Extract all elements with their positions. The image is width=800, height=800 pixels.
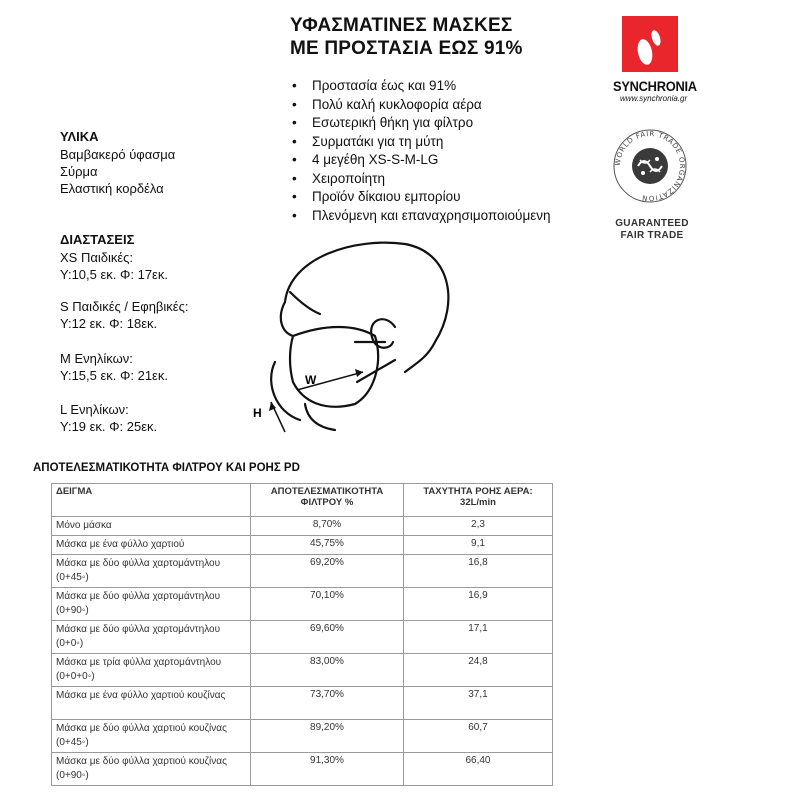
cell-efficiency: 69,60% (251, 621, 404, 654)
title-line-2: ΜΕ ΠΡΟΣΤΑΣΙΑ ΕΩΣ 91% (290, 38, 523, 59)
svg-text:W: W (305, 373, 317, 387)
cell-efficiency: 69,20% (251, 555, 404, 588)
filter-efficiency-table (51, 483, 553, 786)
size-label: XS Παιδικές: (60, 250, 134, 265)
cell-flow: 16,9 (403, 588, 552, 621)
brand-name: SYNCHRONIA (613, 78, 697, 94)
cell-efficiency: 45,75% (251, 536, 404, 555)
size-label: S Παιδικές / Εφηβικές: (60, 299, 189, 314)
material-item: Ελαστική κορδέλα (60, 181, 164, 196)
cell-flow: 24,8 (403, 654, 552, 687)
cell-efficiency: 83,00% (251, 654, 404, 687)
size-label: M Ενηλίκων: (60, 351, 133, 366)
cell-sample: Μόνο μάσκα (52, 517, 251, 536)
header-flow-line1: ΤΑΧΥΤΗΤΑ ΡΟΗΣ ΑΕΡΑ: (423, 486, 533, 497)
size-value: Υ:15,5 εκ. Φ: 21εκ. (60, 368, 168, 383)
brand-url: www.synchronia.gr (620, 94, 688, 103)
cell-sample: Μάσκα με δύο φύλλα χαρτομάντηλου (0+0◦) (52, 621, 251, 654)
cell-flow: 60,7 (403, 720, 552, 753)
cell-sample: Μάσκα με τρία φύλλα χαρτομάντηλου (0+0+0◦) (52, 654, 251, 687)
cell-efficiency: 70,10% (251, 588, 404, 621)
header-sample: ΔΕΙΓΜΑ (52, 484, 251, 517)
table-row (52, 654, 553, 687)
feature-item: • Συρματάκι για τη μύτη (292, 133, 551, 152)
fair-trade-label (612, 218, 692, 242)
features-list (292, 77, 551, 225)
cell-sample: Μάσκα με ένα φύλλο χαρτιού κουζίνας (52, 687, 251, 720)
cell-efficiency: 73,70% (251, 687, 404, 720)
header-flow (403, 484, 552, 517)
table-row (52, 687, 553, 720)
cell-efficiency: 91,30% (251, 753, 404, 786)
materials-heading: ΥΛΙΚΑ (60, 129, 99, 144)
cell-flow: 16,8 (403, 555, 552, 588)
feature-item: • Πολύ καλή κυκλοφορία αέρα (292, 96, 551, 115)
fair-trade-line-1: GUARANTEED (615, 218, 689, 229)
size-xs (60, 249, 168, 283)
synchronia-logo-icon (622, 16, 678, 72)
table-row (52, 517, 553, 536)
cell-flow: 17,1 (403, 621, 552, 654)
mask-diagram (245, 232, 475, 452)
cell-sample: Μάσκα με δύο φύλλα χαρτιού κουζίνας (0+45◦) (52, 720, 251, 753)
fair-trade-line-2: FAIR TRADE (620, 230, 684, 241)
header-efficiency-line2: ΦΙΛΤΡΟΥ % (300, 497, 354, 508)
feature-item: • Προϊόν δίκαιου εμπορίου (292, 188, 551, 207)
size-m (60, 350, 168, 384)
size-label: L Ενηλίκων: (60, 402, 129, 417)
svg-text:WORLD FAIR TRADE ORGANIZATION: WORLD FAIR TRADE ORGANIZATION (613, 129, 687, 203)
materials-list (60, 146, 175, 197)
page-title (290, 14, 523, 60)
size-l (60, 401, 157, 435)
table-row (52, 753, 553, 786)
table-row (52, 720, 553, 753)
table-row (52, 588, 553, 621)
title-line-1: ΥΦΑΣΜΑΤΙΝΕΣ ΜΑΣΚΕΣ (290, 15, 513, 36)
cell-flow: 66,40 (403, 753, 552, 786)
svg-text:H: H (253, 406, 262, 420)
feature-item: • Χειροποίητη (292, 170, 551, 189)
cell-efficiency: 89,20% (251, 720, 404, 753)
feature-item: • Εσωτερική θήκη για φίλτρο (292, 114, 551, 133)
table-header-row (52, 484, 553, 517)
header-efficiency (251, 484, 404, 517)
size-value: Υ:12 εκ. Φ: 18εκ. (60, 316, 158, 331)
cell-flow: 37,1 (403, 687, 552, 720)
dimensions-heading: ΔΙΑΣΤΑΣΕΙΣ (60, 232, 135, 247)
cell-flow: 2,3 (403, 517, 552, 536)
table-row (52, 621, 553, 654)
cell-flow: 9,1 (403, 536, 552, 555)
cell-sample: Μάσκα με δύο φύλλα χαρτομάντηλου (0+45◦) (52, 555, 251, 588)
cell-sample: Μάσκα με δύο φύλλα χαρτιού κουζίνας (0+90◦) (52, 753, 251, 786)
cell-sample: Μάσκα με ένα φύλλο χαρτιού (52, 536, 251, 555)
material-item: Σύρμα (60, 164, 98, 179)
cell-sample: Μάσκα με δύο φύλλα χαρτομάντηλου (0+90◦) (52, 588, 251, 621)
material-item: Βαμβακερό ύφασμα (60, 147, 176, 162)
feature-item: • Προστασία έως και 91% (292, 77, 551, 96)
feature-item: • Πλενόμενη και επαναχρησιμοποιούμενη (292, 207, 551, 226)
table-title: ΑΠΟΤΕΛΕΣΜΑΤΙΚΟΤΗΤΑ ΦΙΛΤΡΟΥ ΚΑΙ ΡΟΗΣ PD (33, 462, 300, 474)
size-s (60, 298, 188, 332)
table-row (52, 555, 553, 588)
size-value: Υ:19 εκ. Φ: 25εκ. (60, 419, 158, 434)
table-row (52, 536, 553, 555)
header-efficiency-line1: ΑΠΟΤΕΛΕΣΜΑΤΙΚΟΤΗΤΑ (270, 486, 384, 497)
feature-item: • 4 μεγέθη XS-S-M-LG (292, 151, 551, 170)
wfto-seal-icon (610, 126, 690, 206)
header-flow-line2: 32L/min (460, 497, 496, 508)
size-value: Υ:10,5 εκ. Φ: 17εκ. (60, 267, 168, 282)
face-mask-illustration (245, 232, 475, 452)
cell-efficiency: 8,70% (251, 517, 404, 536)
